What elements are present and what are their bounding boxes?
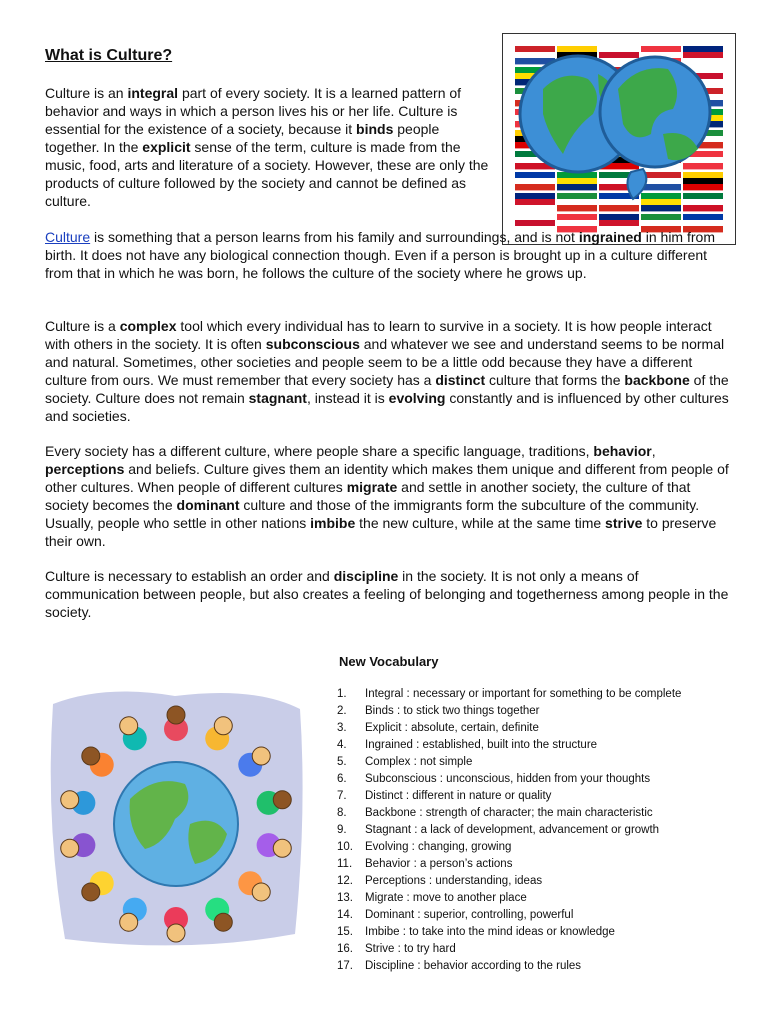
- child-head-shape: [214, 717, 232, 735]
- flag-stripe-shape: [641, 205, 681, 211]
- child-head-shape: [167, 706, 185, 724]
- p4-text-7: to preserve their own.: [45, 515, 717, 549]
- vocab-item: [337, 958, 757, 975]
- p2-text-2: in him from birth. It does not have any biological connection though. Even if a person is brought up in a culture different from that in which he was born, he follows the culture of the society where he grows up.: [45, 229, 715, 281]
- culture-link[interactable]: Culture: [45, 229, 91, 245]
- flag-stripe-shape: [683, 58, 723, 64]
- vocab-number: 3.: [337, 722, 347, 734]
- vocab-definition: Explicit : absolute, certain, definite: [365, 722, 539, 734]
- p1-text-4: sense of the term, culture is made from the music, food, arts and literature of a society. However, these are only the products of culture followed by the society and cannot be defined as culture.: [45, 139, 489, 209]
- child-head-shape: [82, 747, 100, 765]
- flag-stripe-shape: [515, 178, 555, 184]
- paragraph-discipline: [45, 567, 735, 621]
- flag-stripe-shape: [599, 205, 639, 211]
- vocab-definition: Evolving : changing, growing: [365, 841, 512, 853]
- vocab-number: 4.: [337, 739, 347, 751]
- vocab-item: [337, 754, 757, 771]
- keyword-distinct: distinct: [435, 372, 486, 388]
- p5-text-2: in the society. It is not only a means of communication between people, but also creates a feeling of belonging and togetherness among people in the society.: [45, 568, 729, 620]
- vocab-number: 16.: [337, 943, 353, 955]
- vocab-number: 7.: [337, 790, 347, 802]
- flag-stripe-shape: [641, 46, 681, 52]
- flag-stripe-shape: [599, 52, 639, 58]
- flag-stripe-shape: [557, 193, 597, 199]
- p5-text-1: Culture is necessary to establish an order and: [45, 568, 334, 584]
- children-around-globe-icon: [45, 684, 307, 954]
- vocab-definition: Perceptions : understanding, ideas: [365, 875, 543, 887]
- p4-text-5: culture and those of the immigrants form the subculture of the community. Usually, people who settle in other nations: [45, 497, 700, 531]
- vocab-item: [337, 686, 757, 703]
- flag-stripe-shape: [515, 52, 555, 58]
- flag-stripe-shape: [515, 184, 555, 190]
- keyword-discipline: discipline: [333, 568, 399, 584]
- flag-stripe-shape: [557, 184, 597, 190]
- p3-text-2: tool which every individual has to learn to survive in a society. It is how people interact with others in the society. It is often: [45, 318, 712, 352]
- vocab-item: [337, 771, 757, 788]
- vocab-item: [337, 805, 757, 822]
- paragraph-complex: [45, 317, 735, 425]
- p3-text-3: and whatever we see and understand seems to be normal and natural. Sometimes, other societies and people seem to be a little odd because they have a different culture from ours. We must remember that every society has a: [45, 336, 725, 388]
- globe-with-flags-icon: [503, 34, 735, 244]
- p1-text-2: part of every society. It is a learned pattern of behavior and ways in which a person lives his or her life. Culture is essential for the existence of a society, because it: [45, 85, 462, 137]
- flag-stripe-shape: [683, 205, 723, 211]
- vocab-definition: Binds : to stick two things together: [365, 705, 540, 717]
- flag-stripe-shape: [599, 214, 639, 220]
- flag-stripe-shape: [515, 199, 555, 205]
- vocab-item: [337, 907, 757, 924]
- vocab-number: 2.: [337, 705, 347, 717]
- vocab-definition: Ingrained : established, built into the structure: [365, 739, 598, 751]
- flag-stripe-shape: [515, 214, 555, 220]
- flags-globe-image: [502, 33, 736, 245]
- vocab-item: [337, 941, 757, 958]
- vocab-definition: Complex : not simple: [365, 756, 473, 768]
- keyword-backbone: backbone: [624, 372, 690, 388]
- flag-stripe-shape: [557, 178, 597, 184]
- vocab-number: 1.: [337, 688, 347, 700]
- paragraph-different-cultures: [45, 442, 735, 550]
- flag-stripe-shape: [683, 214, 723, 220]
- flag-stripe-shape: [683, 220, 723, 226]
- keyword-ingrained: ingrained: [578, 229, 642, 245]
- flag-stripe-shape: [683, 193, 723, 199]
- p3-text-7: constantly and is influenced by other cultures and societies.: [45, 390, 729, 424]
- flag-stripe-shape: [641, 199, 681, 205]
- vocab-definition: Behavior : a person’s actions: [365, 858, 513, 870]
- keyword-imbibe: imbibe: [310, 515, 356, 531]
- flag-stripe-shape: [683, 46, 723, 52]
- flag-stripe-shape: [557, 46, 597, 52]
- vocab-definition: Imbibe : to take into the mind ideas or knowledge: [365, 926, 615, 938]
- vocab-number: 15.: [337, 926, 353, 938]
- vocab-number: 9.: [337, 824, 347, 836]
- flag-stripe-shape: [599, 220, 639, 226]
- vocab-item: [337, 788, 757, 805]
- flag-stripe-shape: [515, 205, 555, 211]
- children-globe-image: [45, 684, 307, 954]
- child-head-shape: [120, 913, 138, 931]
- flag-stripe-shape: [683, 184, 723, 190]
- vocab-definition: Backbone : strength of character; the main characteristic: [365, 807, 653, 819]
- p4-text-4: and settle in another society, the culture of that society becomes the: [45, 479, 691, 513]
- child-head-shape: [167, 924, 185, 942]
- flag-stripe-shape: [683, 163, 723, 169]
- keyword-subconscious: subconscious: [265, 336, 360, 352]
- flag-stripe-shape: [515, 172, 555, 178]
- vocab-definition: Stagnant : a lack of development, advancement or growth: [365, 824, 660, 836]
- page-title: What is Culture?: [45, 47, 173, 64]
- flag-stripe-shape: [641, 214, 681, 220]
- keyword-dominant: dominant: [176, 497, 240, 513]
- keyword-perceptions: perceptions: [45, 461, 125, 477]
- vocab-number: 11.: [337, 858, 353, 870]
- vocab-definition: Strive : to try hard: [365, 943, 456, 955]
- child-head-shape: [273, 791, 291, 809]
- paragraph-intro: [45, 84, 495, 210]
- vocab-item: [337, 924, 757, 941]
- p1-text-1: Culture is an: [45, 85, 128, 101]
- flag-stripe-shape: [683, 199, 723, 205]
- flag-stripe-shape: [557, 214, 597, 220]
- flag-stripe-shape: [557, 199, 597, 205]
- child-head-shape: [273, 839, 291, 857]
- keyword-binds: binds: [356, 121, 394, 137]
- child-head-shape: [82, 883, 100, 901]
- child-head-shape: [61, 791, 79, 809]
- flag-stripe-shape: [683, 178, 723, 184]
- child-head-shape: [214, 913, 232, 931]
- vocabulary-heading: New Vocabulary: [339, 654, 439, 669]
- vocab-definition: Distinct : different in nature or quality: [365, 790, 552, 802]
- flag-stripe-shape: [557, 220, 597, 226]
- child-head-shape: [252, 883, 270, 901]
- keyword-strive: strive: [605, 515, 643, 531]
- keyword-stagnant: stagnant: [248, 390, 307, 406]
- p3-text-6: , instead it is: [306, 390, 389, 406]
- vocab-item: [337, 822, 757, 839]
- vocab-definition: Discipline : behavior according to the rules: [365, 960, 582, 972]
- vocab-item: [337, 737, 757, 754]
- flag-stripe-shape: [515, 220, 555, 226]
- flag-stripe-shape: [641, 184, 681, 190]
- p4-text-1: Every society has a different culture, where people share a specific language, traditions,: [45, 443, 594, 459]
- vocab-definition: Integral : necessary or important for something to be complete: [365, 688, 682, 700]
- vocab-definition: Subconscious : unconscious, hidden from your thoughts: [365, 773, 651, 785]
- vocab-number: 14.: [337, 909, 353, 921]
- child-head-shape: [252, 747, 270, 765]
- flag-stripe-shape: [515, 46, 555, 52]
- flag-stripe-shape: [641, 193, 681, 199]
- flag-stripe-shape: [683, 172, 723, 178]
- p3-text-5: of the society. Culture does not remain: [45, 372, 729, 406]
- p4-text-2: ,: [651, 443, 656, 459]
- flag-stripe-shape: [641, 220, 681, 226]
- vocab-item: [337, 856, 757, 873]
- flag-stripe-shape: [515, 193, 555, 199]
- vocab-item: [337, 703, 757, 720]
- flag-stripe-shape: [557, 205, 597, 211]
- p3-text-4: culture that forms the: [485, 372, 625, 388]
- flag-stripe-shape: [683, 52, 723, 58]
- child-head-shape: [120, 717, 138, 735]
- keyword-complex: complex: [119, 318, 177, 334]
- keyword-explicit: explicit: [142, 139, 191, 155]
- flag-stripe-shape: [683, 157, 723, 163]
- keyword-behavior: behavior: [593, 443, 652, 459]
- vocab-number: 10.: [337, 841, 353, 853]
- paragraph-learning: [45, 228, 725, 282]
- vocab-number: 17.: [337, 960, 353, 972]
- vocab-number: 8.: [337, 807, 347, 819]
- vocab-item: [337, 720, 757, 737]
- p2-text-1: is something that a person learns from his family and surroundings, and is not: [90, 229, 579, 245]
- keyword-migrate: migrate: [346, 479, 398, 495]
- vocab-number: 12.: [337, 875, 353, 887]
- vocab-number: 6.: [337, 773, 347, 785]
- vocabulary-list: [337, 686, 757, 975]
- p4-text-6: the new culture, while at the same time: [355, 515, 606, 531]
- p4-text-3: and beliefs. Culture gives them an identity which makes them unique and different from people of other cultures. When people of different cultures: [45, 461, 729, 495]
- vocab-number: 5.: [337, 756, 347, 768]
- flag-stripe-shape: [599, 46, 639, 52]
- child-head-shape: [61, 839, 79, 857]
- vocab-item: [337, 873, 757, 890]
- vocab-definition: Dominant : superior, controlling, powerful: [365, 909, 574, 921]
- p3-text-1: Culture is a: [45, 318, 120, 334]
- vocab-item: [337, 890, 757, 907]
- vocab-number: 13.: [337, 892, 353, 904]
- vocab-definition: Migrate : move to another place: [365, 892, 527, 904]
- vocab-item: [337, 839, 757, 856]
- keyword-evolving: evolving: [388, 390, 446, 406]
- p1-text-3: people together. In the: [45, 121, 440, 155]
- keyword-integral: integral: [127, 85, 179, 101]
